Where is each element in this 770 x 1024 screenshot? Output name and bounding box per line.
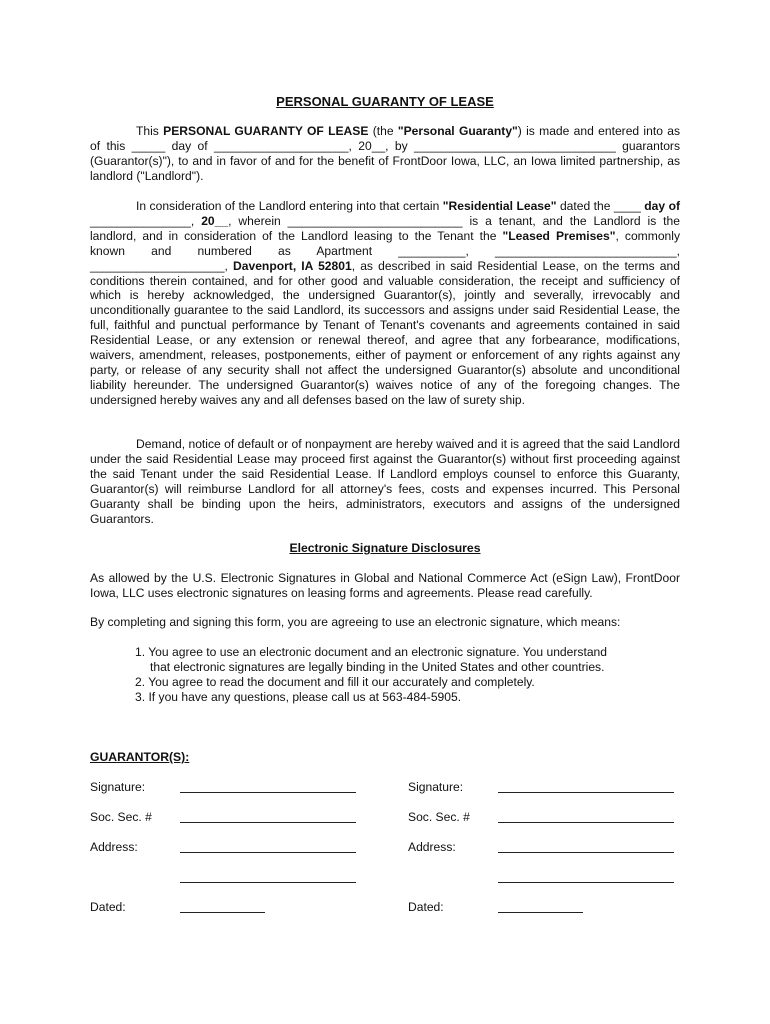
intro-text-2: (the <box>368 124 398 138</box>
intro-bold-1: PERSONAL GUARANTY OF LEASE <box>163 124 369 138</box>
consideration-text-1: In consideration of the Landlord entering into that certain <box>136 199 443 213</box>
consideration-text-6: , as described in said Residential Lease, on the terms and conditions therein contained, and for other good and valuable consideration, the receipt and sufficiency of which is hereby acknowledged, the undersigned Guarantor(s), jointly and severally, irrevocably and unconditionally guarantee to the said Landlord, its successors and assigns under said Residential Lease, the full, faithful and punctual performance by Tenant of Tenant's covenants and agreements contained in said Residential Lease, or any extension or renewal thereof, and agree that any forbearance, modifications, waivers, amendment, releases, postponements, either of payment or enforcement of any rights against any party, or release of any security shall not affect the undersigned Guarantor(s) absolute and unconditional liability hereunder. The undersigned Guarantor(s) waives notice of any of the foregoing changes. The undersigned hereby waives any and all defenses based on the law of surety ship. <box>90 258 680 407</box>
signature-line-left[interactable] <box>180 792 356 793</box>
consideration-text-2: dated the ____ <box>556 199 645 213</box>
address-line-2-right[interactable] <box>498 882 674 883</box>
list-item-1-line-1: 1. You agree to use an electronic document and an electronic signature. You understand <box>135 645 607 659</box>
consideration-bold-2: day of <box>644 199 680 213</box>
dated-line-right[interactable] <box>498 912 583 913</box>
address-label-left: Address: <box>90 840 138 854</box>
consideration-paragraph <box>90 199 680 408</box>
dated-line-left[interactable] <box>180 912 265 913</box>
address-line-1-right[interactable] <box>498 852 674 853</box>
esign-heading: Electronic Signature Disclosures <box>289 541 481 555</box>
list-item: 3. If you have any questions, please call us at 563-484-5905. <box>135 689 462 704</box>
address-line-2-left[interactable] <box>180 882 356 883</box>
esign-agree-paragraph: By completing and signing this form, you are agreeing to use an electronic signature, which means: <box>90 615 621 629</box>
document-title: PERSONAL GUARANTY OF LEASE <box>276 94 494 109</box>
consideration-text-5: , commonly known and numbered as Apartment __________, ___________________________, ____________________, <box>90 228 681 273</box>
address-line-1-left[interactable] <box>180 852 356 853</box>
intro-text-3: ) is made and entered into as of this _____ day of ____________________, 20__, by ______________________________ guarantors (Guarantor(s)"), to and in favor of and for the benefit of FrontDoor Iowa, LLC, an Iowa limited partnership, as landlord ("Landlord"). <box>90 124 680 183</box>
ssn-line-right[interactable] <box>498 822 674 823</box>
esign-list <box>135 645 695 705</box>
intro-paragraph <box>90 124 680 184</box>
address-label-right: Address: <box>408 840 456 854</box>
dated-label-left: Dated: <box>90 900 126 914</box>
signature-label-right: Signature: <box>408 780 464 794</box>
consideration-bold-5: Davenport, IA 52801 <box>233 258 352 273</box>
guarantors-heading: GUARANTOR(S): <box>90 750 190 764</box>
esign-allowed-paragraph: As allowed by the U.S. Electronic Signatures in Global and National Commerce Act (eSign Law), FrontDoor Iowa, LLC uses electronic signatures on leasing forms and agreements. Please read carefully. <box>90 571 680 600</box>
dated-label-right: Dated: <box>408 900 444 914</box>
list-item-1-line-2: that electronic signatures are legally binding in the United States and other countries. <box>150 659 605 674</box>
ssn-label-right: Soc. Sec. # <box>408 810 470 824</box>
signature-label-left: Signature: <box>90 780 146 794</box>
consideration-bold-1: "Residential Lease" <box>442 199 557 213</box>
intro-text-1: This <box>136 124 164 138</box>
list-item: 2. You agree to read the document and fill it our accurately and completely. <box>135 674 535 689</box>
consideration-text-3: _______________, <box>90 213 202 228</box>
consideration-bold-4: "Leased Premises" <box>502 228 616 243</box>
consideration-text-4: , wherein __________________________ is a tenant, and the Landlord is the landlord, and in consideration of the Landlord leasing to the Tenant the <box>90 213 680 243</box>
list-item <box>135 645 695 675</box>
demand-paragraph: Demand, notice of default or of nonpayment are hereby waived and it is agreed that the said Landlord under the said Residential Lease may proceed first against the Guarantor(s) without first proceeding against the said Tenant under the said Residential Lease. If Landlord employs counsel to enforce this Guaranty, Guarantor(s) will reimburse Landlord for all attorney's fees, costs and expenses incurred. This Personal Guaranty shall be binding upon the heirs, administrators, executors and assigns of the undersigned Guarantors. <box>90 437 680 526</box>
ssn-line-left[interactable] <box>180 822 356 823</box>
intro-bold-2: "Personal Guaranty" <box>397 124 518 138</box>
signature-line-right[interactable] <box>498 792 674 793</box>
consideration-bold-3: 20__ <box>201 213 229 228</box>
ssn-label-left: Soc. Sec. # <box>90 810 152 824</box>
